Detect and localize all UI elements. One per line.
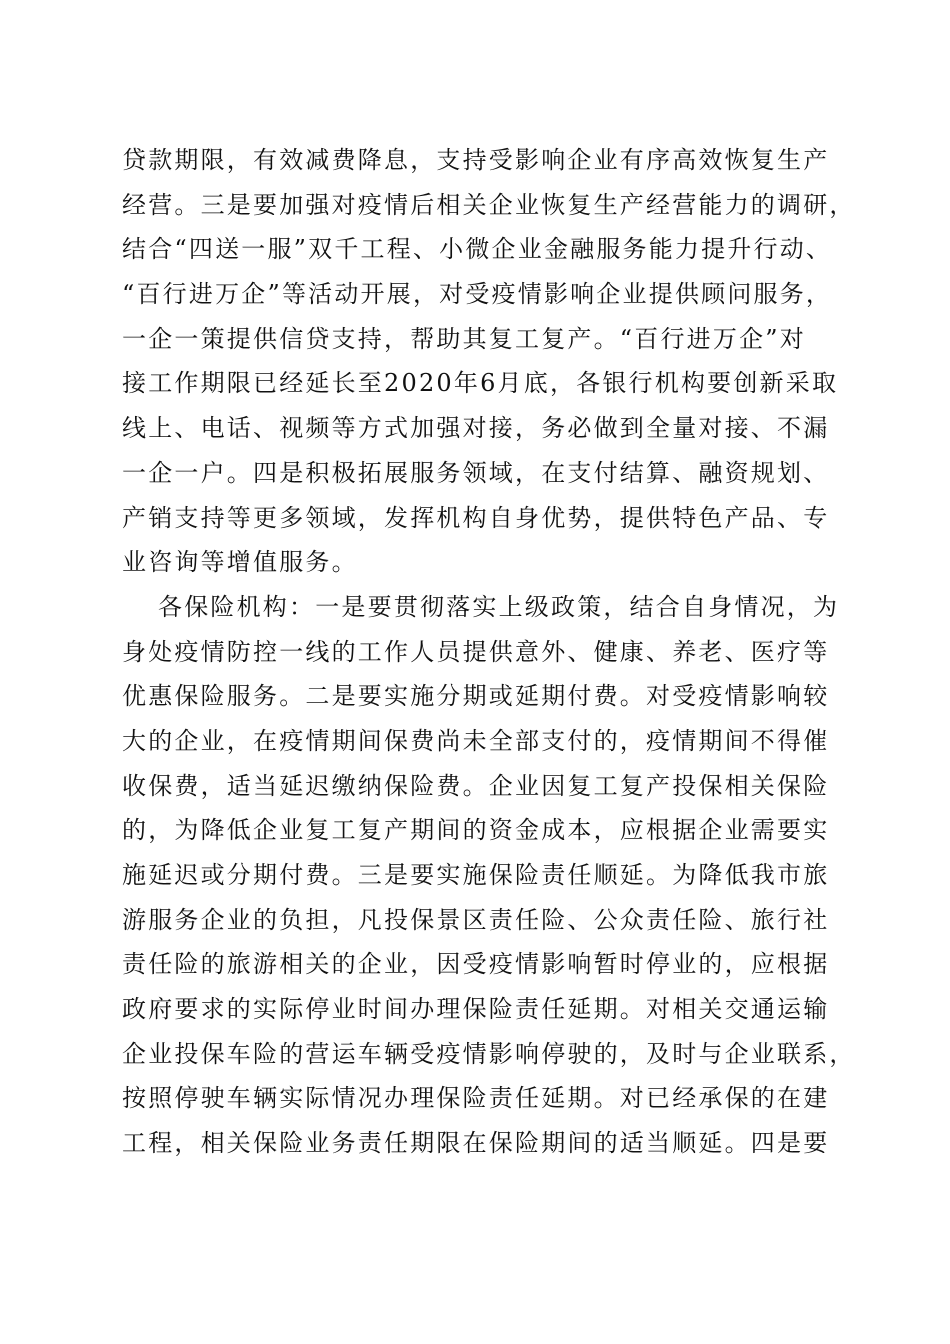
text-line: 工程，相关保险业务责任期限在保险期间的适当顺延。四是要 [122,1129,830,1158]
text-line: 按照停驶车辆实际情况办理保险责任延期。对已经承保的在建 [122,1084,830,1113]
document-body [122,146,856,1174]
text-line: 政府要求的实际停业时间办理保险责任延期。对相关交通运输 [122,995,830,1024]
text-line: 接工作期限已经延长至2020年6月底，各银行机构要创新采取 [122,369,839,398]
text-line: 收保费，适当延迟缴纳保险费。企业因复工复产投保相关保险 [122,771,830,800]
text-line: 经营。三是要加强对疫情后相关企业恢复生产经营能力的调研， [122,190,856,219]
text-line: 游服务企业的负担，凡投保景区责任险、公众责任险、旅行社 [122,905,830,934]
text-line: 优惠保险服务。二是要实施分期或延期付费。对受疫情影响较 [122,682,830,711]
text-line: 一企一户。四是积极拓展服务领域，在支付结算、融资规划、 [122,458,830,487]
text-line: 责任险的旅游相关的企业，因受疫情影响暂时停业的，应根据 [122,950,830,979]
text-line: 的，为降低企业复工复产期间的资金成本，应根据企业需要实 [122,816,830,845]
text-line: 企业投保车险的营运车辆受疫情影响停驶的，及时与企业联系， [122,1039,856,1068]
text-line: 产销支持等更多领域，发挥机构自身优势，提供特色产品、专 [122,503,830,532]
text-line: 身处疫情防控一线的工作人员提供意外、健康、养老、医疗等 [122,637,830,666]
text-line: “百行进万企”等活动开展，对受疫情影响企业提供顾问服务， [122,280,833,309]
text-line: 大的企业，在疫情期间保费尚未全部支付的，疫情期间不得催 [122,726,830,755]
text-line: 各保险机构：一是要贯彻落实上级政策，结合自身情况，为 [158,592,840,621]
text-line: 结合“四送一服”双千工程、小微企业金融服务能力提升行动、 [122,235,833,264]
text-line: 施延迟或分期付费。三是要实施保险责任顺延。为降低我市旅 [122,861,830,889]
text-line: 业咨询等增值服务。 [122,548,358,577]
text-line: 贷款期限，有效减费降息，支持受影响企业有序高效恢复生产 [122,146,830,174]
text-line: 一企一策提供信贷支持，帮助其复工复产。“百行进万企”对 [122,324,806,353]
text-line: 线上、电话、视频等方式加强对接，务必做到全量对接、不漏 [122,414,830,443]
